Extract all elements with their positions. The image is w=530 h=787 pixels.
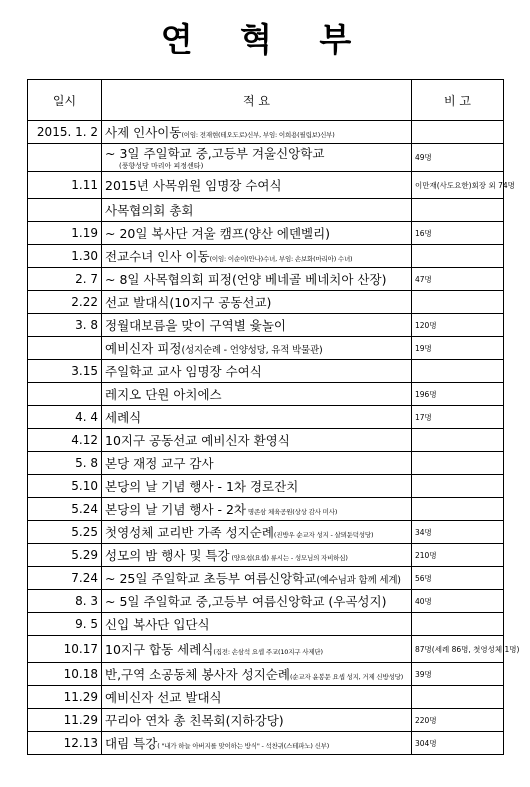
row-summary-text: 본당의 날 기념 행사 - 2차 [105,502,247,517]
row-date: 10.17 [28,636,102,663]
row-summary-detail: (순교자 윤봉문 요셉 성지, 거제 신방성당) [289,673,404,681]
row-summary-text: 첫영성체 교리반 가족 성지순례 [105,525,274,540]
row-summary-detail: (진방우 순교자 성지 - 살뫼둔덕성당) [273,531,374,539]
row-summary-detail: (성지순례 - 언양성당, 유적 박물관) [181,345,323,356]
row-summary-detail: (이임: 이순이(안나)수녀, 부임: 손보화(마리아) 수녀) [209,255,353,263]
header-date: 일시 [28,80,102,121]
row-note [412,360,504,383]
row-note: 196명 [412,383,504,406]
row-note: 49명 [412,144,504,172]
row-summary [102,222,412,245]
row-summary [102,406,412,429]
row-date: 3.15 [28,360,102,383]
row-summary [102,590,412,613]
row-date: 9. 5 [28,613,102,636]
table-row [28,613,504,636]
table-row [28,709,504,732]
table-row [28,521,504,544]
row-summary [102,144,412,172]
row-summary [102,121,412,144]
row-note: 120명 [412,314,504,337]
header-note: 비 고 [412,80,504,121]
row-date: 11.29 [28,709,102,732]
row-summary [102,475,412,498]
row-note: 이만재(사도요한)회장 외 74명 [412,172,504,199]
table-row [28,172,504,199]
row-summary-detail: ( "내가 하늘 아버지를 맞이하는 방식" - 석찬귀(스테파노) 신부) [157,742,330,750]
table-row [28,732,504,755]
row-summary [102,636,412,663]
row-summary-text: ~ 20일 복사단 겨울 캠프(양산 에덴벨리) [105,226,331,241]
row-summary-text: 신입 복사단 입단식 [105,617,210,632]
row-summary-text: 예비신자 선교 발대식 [105,690,222,705]
row-summary-text: 예비신자 피정 [105,341,182,356]
table-row [28,452,504,475]
row-note [412,686,504,709]
row-note: 56명 [412,567,504,590]
row-summary [102,291,412,314]
table-row [28,199,504,222]
row-summary [102,199,412,222]
row-summary [102,613,412,636]
row-note [412,498,504,521]
row-date: 1.30 [28,245,102,268]
row-date: 1.19 [28,222,102,245]
row-note: 34명 [412,521,504,544]
row-date: 8. 3 [28,590,102,613]
row-summary-text: 본당의 날 기념 행사 - 1차 경로잔치 [105,479,299,494]
row-summary [102,383,412,406]
table-row [28,291,504,314]
row-summary-text: 성모의 밤 행사 및 특강 [105,548,230,563]
table-row [28,245,504,268]
row-summary-text: 사목협의회 총회 [105,203,194,218]
row-note: 220명 [412,709,504,732]
row-summary [102,314,412,337]
row-summary-text: 본당 재정 교구 감사 [105,456,214,471]
row-summary-text: 선교 발대식(10지구 공동선교) [105,295,272,310]
row-summary [102,709,412,732]
table-row [28,337,504,360]
row-date: 7.24 [28,567,102,590]
row-date: 10.18 [28,663,102,686]
row-note [412,475,504,498]
row-summary-detail: (집전: 손삼석 요셉 주교(10지구 사제단) [213,648,323,656]
row-summary [102,663,412,686]
row-summary-venue: (풍향성당 마리아 피정센타) [119,162,204,170]
row-summary [102,245,412,268]
row-summary [102,452,412,475]
table-row [28,567,504,590]
row-summary-text: 꾸리아 연차 총 친목회(지하강당) [105,713,284,728]
row-note [412,245,504,268]
row-summary-text: 사제 인사이동 [105,125,182,140]
row-note: 47명 [412,268,504,291]
row-note [412,429,504,452]
row-note [412,613,504,636]
row-summary [102,544,412,567]
row-date [28,383,102,406]
table-row [28,686,504,709]
row-date: 11.29 [28,686,102,709]
table-row [28,268,504,291]
row-summary [102,172,412,199]
row-note [412,199,504,222]
page-title: 연 혁 부 [160,20,370,59]
row-date: 5.29 [28,544,102,567]
row-date: 5.10 [28,475,102,498]
row-summary-detail: (이임: 전재현(테오도로)신부, 부임: 이희용(필립보)신부) [181,131,335,139]
row-summary [102,498,412,521]
row-summary-text: ~ 5일 주일학교 중,고등부 여름신앙학교 (우곡성지) [105,594,387,609]
table-row [28,544,504,567]
row-summary [102,732,412,755]
table-row [28,222,504,245]
row-summary [102,686,412,709]
row-summary-text: 주일학교 교사 임명장 수여식 [105,364,262,379]
history-table [27,79,520,755]
row-note: 19명 [412,337,504,360]
row-date: 5.25 [28,521,102,544]
row-date: 2015. 1. 2 [28,121,102,144]
table-row [28,636,504,663]
table-row [28,144,504,172]
row-date: 2. 7 [28,268,102,291]
row-summary-text: ~ 8일 사목협의회 피정(언양 베네골 베네치아 산장) [105,272,387,287]
row-date [28,199,102,222]
row-date: 5.24 [28,498,102,521]
row-summary-text: 정월대보름을 맞이 구역별 윷놀이 [105,318,286,333]
row-summary-text: 반,구역 소공동체 봉사자 성지순례 [105,667,290,682]
row-summary-detail: 명존삼 체육공원(상상 감사 미사) [246,508,338,516]
table-row [28,498,504,521]
table-row [28,663,504,686]
row-note: 304명 [412,732,504,755]
row-summary-text: 10지구 공동선교 예비신자 환영식 [105,433,290,448]
table-row [28,383,504,406]
row-note: 16명 [412,222,504,245]
row-summary [102,268,412,291]
row-summary-text: ~ 3일 주일학교 중,고등부 겨울신앙학교 [105,146,325,161]
table-row [28,121,504,144]
row-date [28,144,102,172]
row-date: 5. 8 [28,452,102,475]
table-row [28,429,504,452]
table-row [28,314,504,337]
row-note [412,452,504,475]
table-row [28,406,504,429]
row-summary [102,337,412,360]
row-summary-text: 대림 특강 [105,736,158,751]
row-date: 12.13 [28,732,102,755]
row-note: 17명 [412,406,504,429]
row-note: 210명 [412,544,504,567]
row-note: 39명 [412,663,504,686]
row-note: 87명(세례 86명, 첫영성체 1명) [412,636,504,663]
row-summary [102,521,412,544]
row-summary-text: 2015년 사목위원 임명장 수여식 [105,178,282,193]
table-row [28,360,504,383]
row-summary-text: 전교수녀 인사 이동 [105,249,210,264]
row-summary-text: 10지구 합동 세례식 [105,642,214,657]
table-row [28,475,504,498]
row-note: 40명 [412,590,504,613]
row-date: 4. 4 [28,406,102,429]
row-note [412,121,504,144]
row-date: 3. 8 [28,314,102,337]
header-summary: 적 요 [102,80,412,121]
row-summary-detail: (예수님과 함께 세계) [316,575,401,586]
row-summary [102,429,412,452]
row-summary [102,360,412,383]
row-summary-text: ~ 25일 주일학교 초등부 여름신앙학교 [105,571,317,586]
row-summary-text: 세례식 [105,410,142,425]
row-summary [102,567,412,590]
table-row [28,590,504,613]
row-note [412,291,504,314]
row-date: 4.12 [28,429,102,452]
row-date: 1.11 [28,172,102,199]
row-date: 2.22 [28,291,102,314]
row-summary-detail: (양요섭(요셉) 류시는 - 성모님의 자비하심) [229,554,348,562]
row-summary-text: 레지오 단원 아치에스 [105,387,222,402]
row-date [28,337,102,360]
header-row [28,80,504,121]
